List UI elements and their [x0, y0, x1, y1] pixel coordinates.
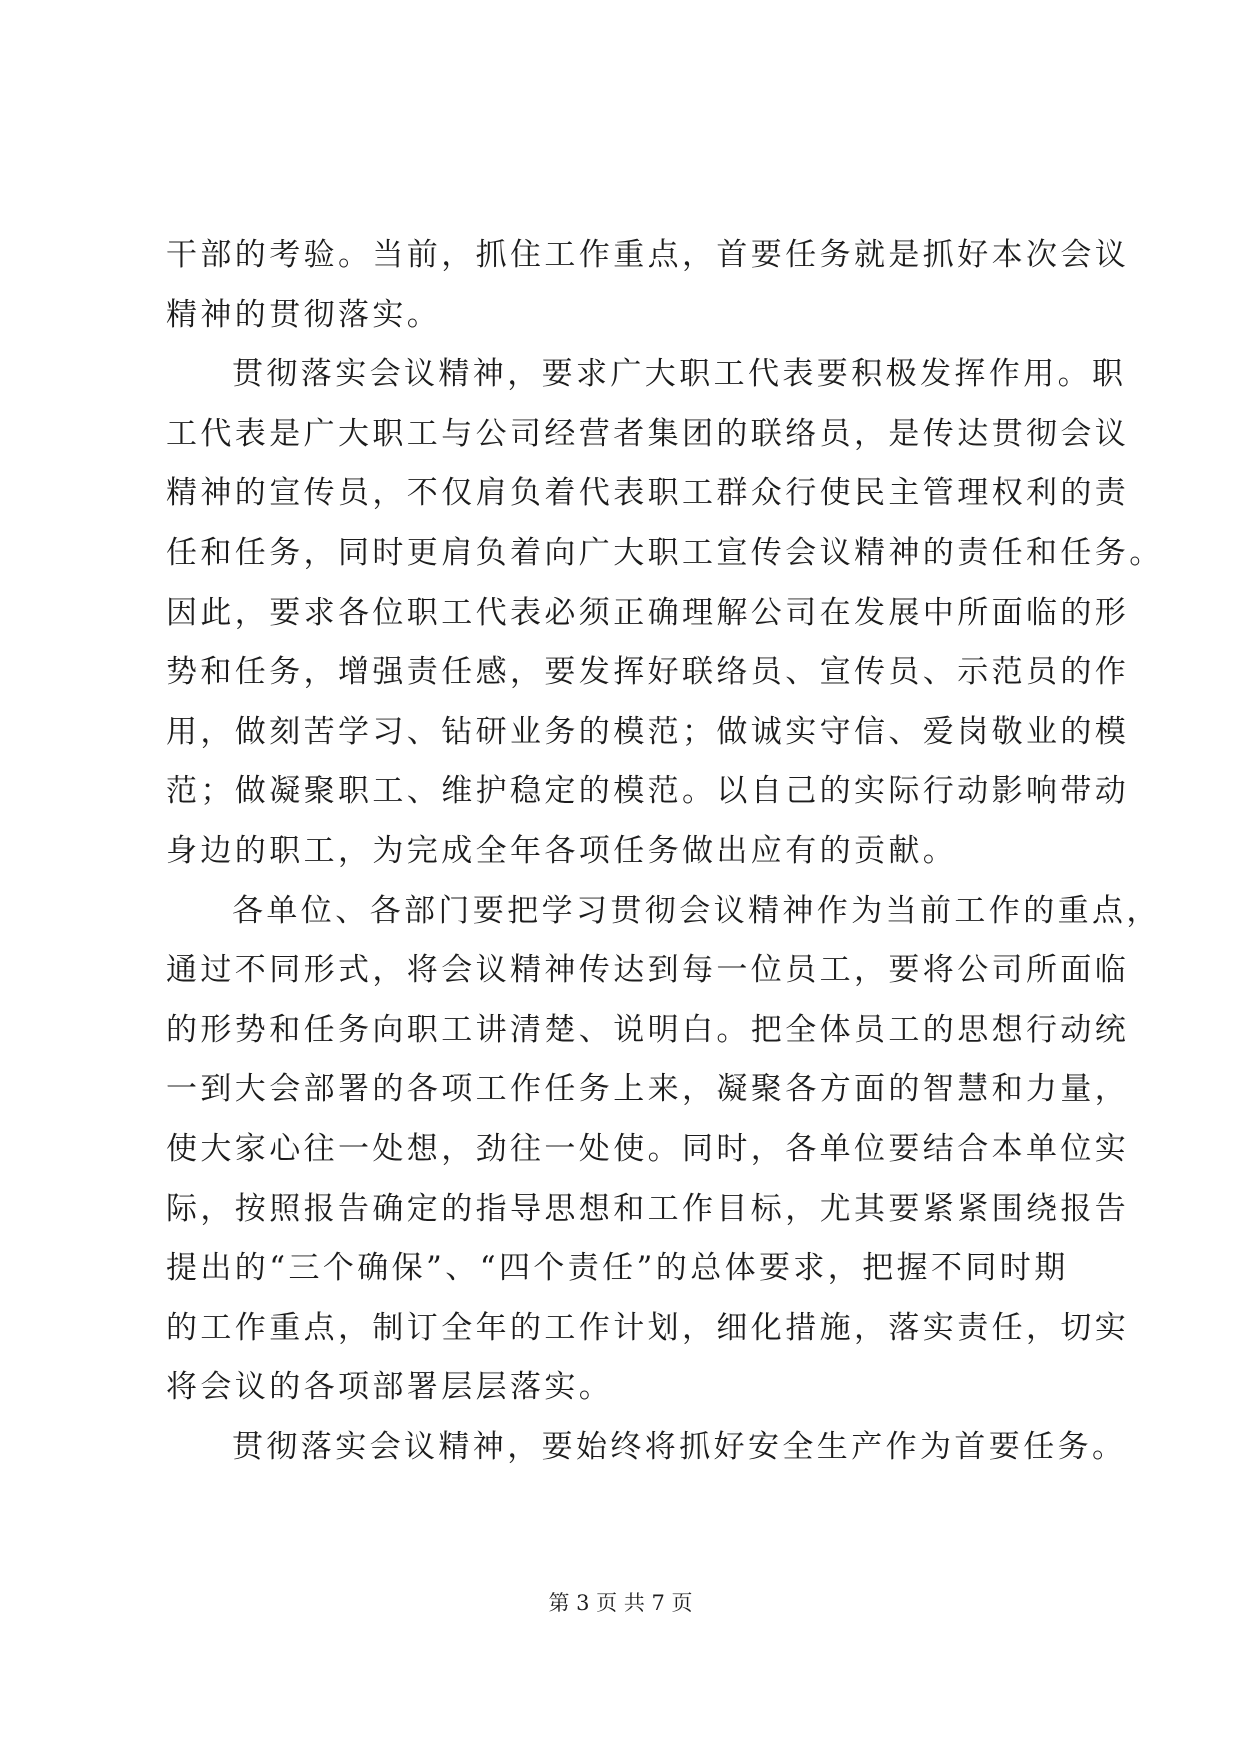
text-line: 因此，要求各位职工代表必须正确理解公司在发展中所面临的形 — [166, 594, 1130, 631]
text-line: 一到大会部署的各项工作任务上来，凝聚各方面的智慧和力量， — [166, 1071, 1130, 1108]
text-line: 范；做凝聚职工、维护稳定的模范。以自己的实际行动影响带动 — [166, 773, 1130, 810]
text-line: 精神的宣传员，不仅肩负着代表职工群众行使民主管理权利的责 — [166, 475, 1130, 512]
text-line: 将会议的各项部署层层落实。 — [166, 1369, 614, 1406]
paragraph-first-line: 贯彻落实会议精神，要始终将抓好安全生产作为首要任务。 — [232, 1428, 1127, 1465]
paragraph-first-line: 各单位、各部门要把学习贯彻会议精神作为当前工作的重点， — [232, 892, 1161, 929]
text-line: 身边的职工，为完成全年各项任务做出应有的贡献。 — [166, 832, 958, 869]
text-line: 使大家心往一处想，劲往一处使。同时，各单位要结合本单位实 — [166, 1130, 1130, 1167]
text-line: 际，按照报告确定的指导思想和工作目标，尤其要紧紧围绕报告 — [166, 1190, 1130, 1227]
text-line: 干部的考验。当前，抓住工作重点，首要任务就是抓好本次会议 — [166, 237, 1130, 273]
text-line: 的工作重点，制订全年的工作计划，细化措施，落实责任，切实 — [166, 1309, 1130, 1346]
text-line: 通过不同形式，将会议精神传达到每一位员工，要将公司所面临 — [166, 952, 1130, 989]
text-line: 的形势和任务向职工讲清楚、说明白。把全体员工的思想行动统 — [166, 1011, 1130, 1048]
text-line: 工代表是广大职工与公司经营者集团的联络员，是传达贯彻会议 — [166, 415, 1130, 452]
page-footer: 第 3 页 共 7 页 — [548, 1591, 693, 1615]
body-text — [166, 226, 1164, 1477]
text-line: 任和任务，同时更肩负着向广大职工宣传会议精神的责任和任务。 — [166, 534, 1164, 571]
text-line: 提出的“三个确保”、“四个责任”的总体要求，把握不同时期 — [166, 1250, 1069, 1287]
text-line: 用，做刻苦学习、钻研业务的模范；做诚实守信、爱岗敬业的模 — [166, 713, 1130, 750]
paragraph-first-line: 贯彻落实会议精神，要求广大职工代表要积极发挥作用。职 — [232, 356, 1127, 393]
text-line: 势和任务，增强责任感，要发挥好联络员、宣传员、示范员的作 — [166, 654, 1130, 691]
text-line: 精神的贯彻落实。 — [166, 296, 442, 333]
